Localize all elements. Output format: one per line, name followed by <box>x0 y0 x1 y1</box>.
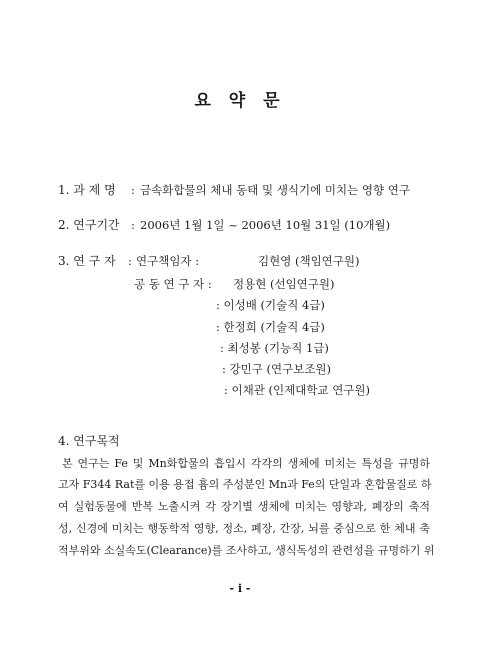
lead-researcher-label: 연구책임자 : <box>136 254 200 268</box>
purpose-line: 적부위와 소실속도(Clearance)를 조사하고, 생식독성의 관련성을 규명하기 위 <box>58 544 435 557</box>
purpose-line: 고자 F344 Rat를 이용 용접 흄의 주성분인 Mn과 Fe의 단일과 혼합물질로 하 <box>58 478 432 491</box>
period-sep: : <box>131 218 135 232</box>
page-number: - i - <box>229 582 251 595</box>
purpose-line: 본 연구는 Fe 및 Mn화합물의 흡입시 각각의 생체에 미치는 특성을 규명하 <box>62 457 430 470</box>
period-label: 2. 연구기간 <box>58 218 120 232</box>
project-title-sep: : <box>131 183 135 197</box>
co-researchers-label: 공 동 연 구 자 : <box>134 277 212 291</box>
co-researcher: 정용현 (선임연구원) <box>233 277 335 291</box>
co-researcher: : 강민구 (연구보조원) <box>222 362 332 376</box>
co-researcher: : 이채관 (인제대학교 연구원) <box>224 383 371 397</box>
co-researcher: : 한정희 (기술직 4급) <box>216 320 325 334</box>
lead-researcher: 김현영 (책임연구원) <box>258 254 360 268</box>
project-title-value: 금속화합물의 체내 동태 및 생식기에 미치는 영향 연구 <box>140 183 410 197</box>
project-title-label: 1. 과 제 명 <box>58 183 116 197</box>
period-value: 2006년 1월 1일 ~ 2006년 10월 31일 (10개월) <box>140 218 391 232</box>
co-researcher: : 최성봉 (기능직 1급) <box>220 341 329 355</box>
researchers-label: 3. 연 구 자 <box>58 254 116 268</box>
researchers-sep: : <box>128 254 132 268</box>
co-researcher: : 이성배 (기술직 4급) <box>216 298 325 312</box>
purpose-line: 여 실험동물에 반복 노출시켜 각 장기별 생체에 미치는 영향과, 폐장의 축적 <box>58 500 430 513</box>
purpose-heading: 4. 연구목적 <box>58 434 120 448</box>
purpose-line: 성, 신경에 미치는 행동학적 영향, 정소, 폐장, 간장, 뇌를 중심으로 한 체내 축 <box>58 522 430 535</box>
summary-title: 요 약 문 <box>194 91 286 111</box>
